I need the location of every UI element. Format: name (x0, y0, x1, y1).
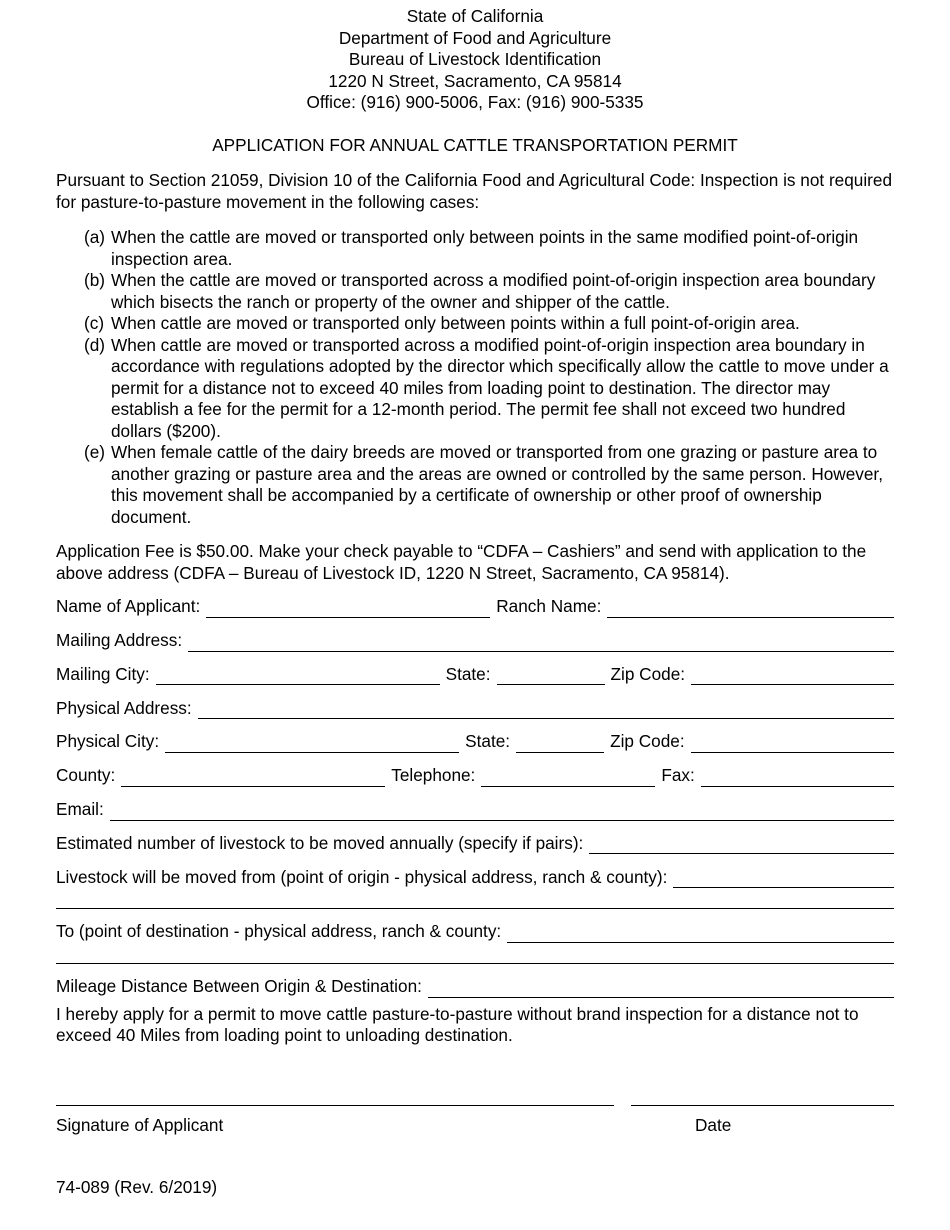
county-label: County: (56, 765, 116, 786)
mailing-zip-label: Zip Code: (610, 663, 686, 684)
case-label: (b) (84, 270, 106, 290)
physical-state-field[interactable] (516, 733, 604, 753)
physical-state-label: State: (465, 731, 511, 752)
list-item (56, 270, 894, 313)
physical-address-row (56, 685, 894, 719)
list-item (56, 442, 894, 528)
exemption-cases-list (56, 227, 894, 528)
declaration-paragraph: I hereby apply for a permit to move cattle pasture-to-pasture without brand inspection for a distance not to exceed 40 Miles from loading point to unloading destination. (56, 1003, 859, 1046)
signature-label: Signature of Applicant (56, 1114, 224, 1135)
destination-row (56, 909, 894, 943)
county-field[interactable] (121, 767, 385, 787)
physical-zip-field[interactable] (691, 733, 894, 753)
telephone-field[interactable] (481, 767, 655, 787)
physical-city-label: Physical City: (56, 731, 160, 752)
case-text: When the cattle are moved or transported across a modified point-of-origin inspection area boundary which bisects the ranch or property of the owner and shipper of the cattle. (111, 270, 876, 312)
applicant-name-field[interactable] (206, 598, 490, 618)
agency-address: 1220 N Street, Sacramento, CA 95814 (328, 70, 622, 91)
list-item (56, 335, 894, 443)
email-label: Email: (56, 799, 104, 820)
form-title: APPLICATION FOR ANNUAL CATTLE TRANSPORTATION PERMIT (212, 134, 738, 155)
fax-field[interactable] (701, 767, 894, 787)
mailing-address-label: Mailing Address: (56, 630, 183, 651)
signature-line[interactable] (56, 1105, 614, 1106)
permit-application-form (56, 6, 894, 1197)
mileage-label: Mileage Distance Between Origin & Destination: (56, 976, 422, 997)
ranch-name-label: Ranch Name: (496, 596, 602, 617)
ranch-name-field[interactable] (607, 598, 894, 618)
applicant-name-label: Name of Applicant: (56, 596, 201, 617)
case-label: (a) (84, 227, 106, 247)
origin-label: Livestock will be moved from (point of origin - physical address, ranch & county): (56, 866, 668, 887)
telephone-label: Telephone: (391, 765, 476, 786)
origin-row (56, 854, 894, 888)
physical-city-row (56, 719, 894, 753)
physical-city-field[interactable] (165, 733, 459, 753)
origin-field[interactable] (673, 868, 894, 888)
physical-address-field[interactable] (198, 699, 894, 719)
destination-field[interactable] (507, 923, 894, 943)
case-text: When female cattle of the dairy breeds are moved or transported from one grazing or pasture area to another grazing or pasture area and the areas are owned or controlled by the same person. However, this movement shall be accompanied by a certificate of ownership or other proof of ownership document. (111, 442, 883, 527)
livestock-count-field[interactable] (589, 834, 894, 854)
origin-continuation-line[interactable] (56, 888, 894, 909)
contact-row (56, 753, 894, 787)
physical-zip-label: Zip Code: (610, 731, 685, 752)
livestock-count-label: Estimated number of livestock to be moved annually (specify if pairs): (56, 832, 584, 853)
applicant-row (56, 584, 894, 618)
fee-paragraph: Application Fee is $50.00. Make your check payable to “CDFA – Cashiers” and send with application to the above address (CDFA – Bureau of Livestock ID, 1220 N Street, Sacramento, CA 95814). (56, 541, 867, 583)
destination-label: To (point of destination - physical address, ranch & county: (56, 921, 502, 942)
destination-continuation-line[interactable] (56, 943, 894, 964)
form-number: 74-089 (Rev. 6/2019) (56, 1176, 218, 1197)
physical-address-label: Physical Address: (56, 697, 192, 718)
fax-label: Fax: (661, 765, 695, 786)
mileage-field[interactable] (428, 978, 894, 998)
email-row (56, 787, 894, 821)
mailing-city-field[interactable] (156, 665, 440, 685)
agency-phone: Office: (916) 900-5006, Fax: (916) 900-5335 (306, 92, 644, 112)
signature-section (56, 1047, 894, 1197)
case-text: When cattle are moved or transported only between points within a full point-of-origin area. (111, 313, 800, 333)
mailing-address-field[interactable] (188, 632, 894, 652)
agency-header (56, 6, 894, 114)
date-line[interactable] (631, 1105, 894, 1106)
mailing-city-row (56, 652, 894, 686)
case-text: When cattle are moved or transported across a modified point-of-origin inspection area boundary in accordance with regulations adopted by the director which specifically allow the cattle to move under a permit for a distance not to exceed 40 miles from loading point to destination. The director may establish a fee for the permit for a 12-month period. The permit fee shall not exceed two hundred dollars ($200). (111, 334, 889, 441)
mileage-row (56, 964, 894, 998)
mailing-address-row (56, 618, 894, 652)
list-item (56, 227, 894, 270)
state-name: State of California (406, 6, 544, 26)
email-field[interactable] (110, 801, 894, 821)
mailing-city-label: Mailing City: (56, 663, 150, 684)
mailing-state-label: State: (445, 663, 491, 684)
case-label: (c) (84, 313, 105, 333)
mailing-state-field[interactable] (497, 665, 605, 685)
bureau-name: Bureau of Livestock Identification (348, 49, 602, 69)
intro-paragraph: Pursuant to Section 21059, Division 10 of the California Food and Agricultural Code: Inspection is not required for pasture-to-pasture movement in the following cases: (56, 170, 893, 212)
mailing-zip-field[interactable] (691, 665, 894, 685)
livestock-count-row (56, 821, 894, 855)
list-item (56, 313, 894, 335)
department-name: Department of Food and Agriculture (338, 27, 612, 48)
case-label: (d) (84, 334, 106, 355)
case-text: When the cattle are moved or transported only between points in the same modified point-of-origin inspection area. (111, 227, 859, 269)
case-label: (e) (84, 442, 106, 462)
date-label: Date (695, 1114, 732, 1135)
